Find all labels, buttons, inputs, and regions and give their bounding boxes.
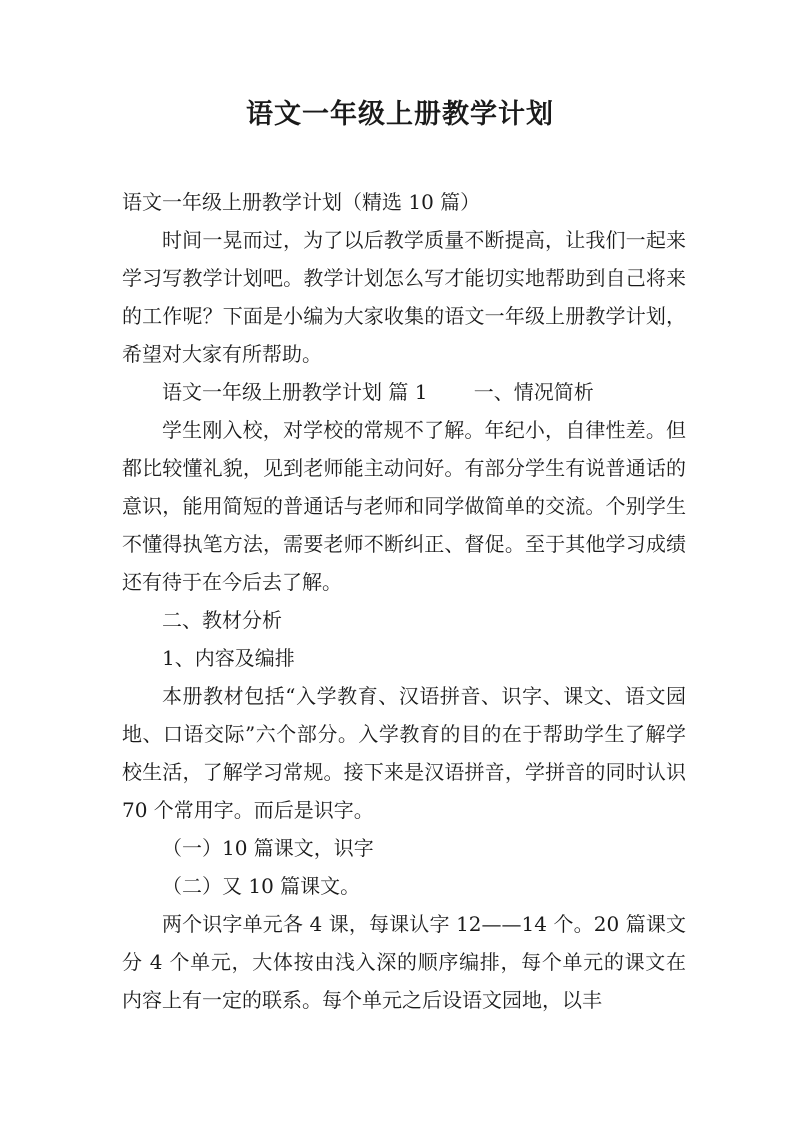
paragraph-section-heading: 语文一年级上册教学计划 篇 1 一、情况简析 [162,380,594,404]
document-title: 语文一年级上册教学计划 [246,99,554,130]
paragraph-units: 两个识字单元各 4 课，每课认字 12——14 个。20 篇课文分 4 个单元，大体按由浅入深的顺序编排，每个单元的课文在内容上有一定的联系。每个单元之后设语文园地，以丰 [122,912,686,1012]
paragraph-item-2: （二）又 10 篇课文。 [162,874,361,898]
paragraph-heading-textbook: 二、教材分析 [162,608,282,632]
paragraph-situation: 学生刚入校，对学校的常规不了解。年纪小，自律性差。但都比较懂礼貌，见到老师能主动问好。有部分学生有说普通话的意识，能用简短的普通话与老师和同学做简单的交流。个别学生不懂得执笔方法，需要老师不断纠正、督促。至于其他学习成绩还有待于在今后去了解。 [122,418,686,594]
document-body [122,183,686,1019]
paragraph-content: 本册教材包括“入学教育、汉语拼音、识字、课文、语文园地、口语交际”六个部分。入学教育的目的在于帮助学生了解学校生活，了解学习常规。接下来是汉语拼音，学拼音的同时认识 70 个常用字。而后是识字。 [122,684,686,822]
paragraph-item-1: （一）10 篇课文，识字 [162,836,374,860]
paragraph-subtitle: 语文一年级上册教学计划（精选 10 篇） [122,190,481,214]
paragraph-heading-content: 1、内容及编排 [162,646,295,670]
paragraph-intro: 时间一晃而过，为了以后教学质量不断提高，让我们一起来学习写教学计划吧。教学计划怎么写才能切实地帮助到自己将来的工作呢？下面是小编为大家收集的语文一年级上册教学计划，希望对大家有所帮助。 [122,228,686,366]
